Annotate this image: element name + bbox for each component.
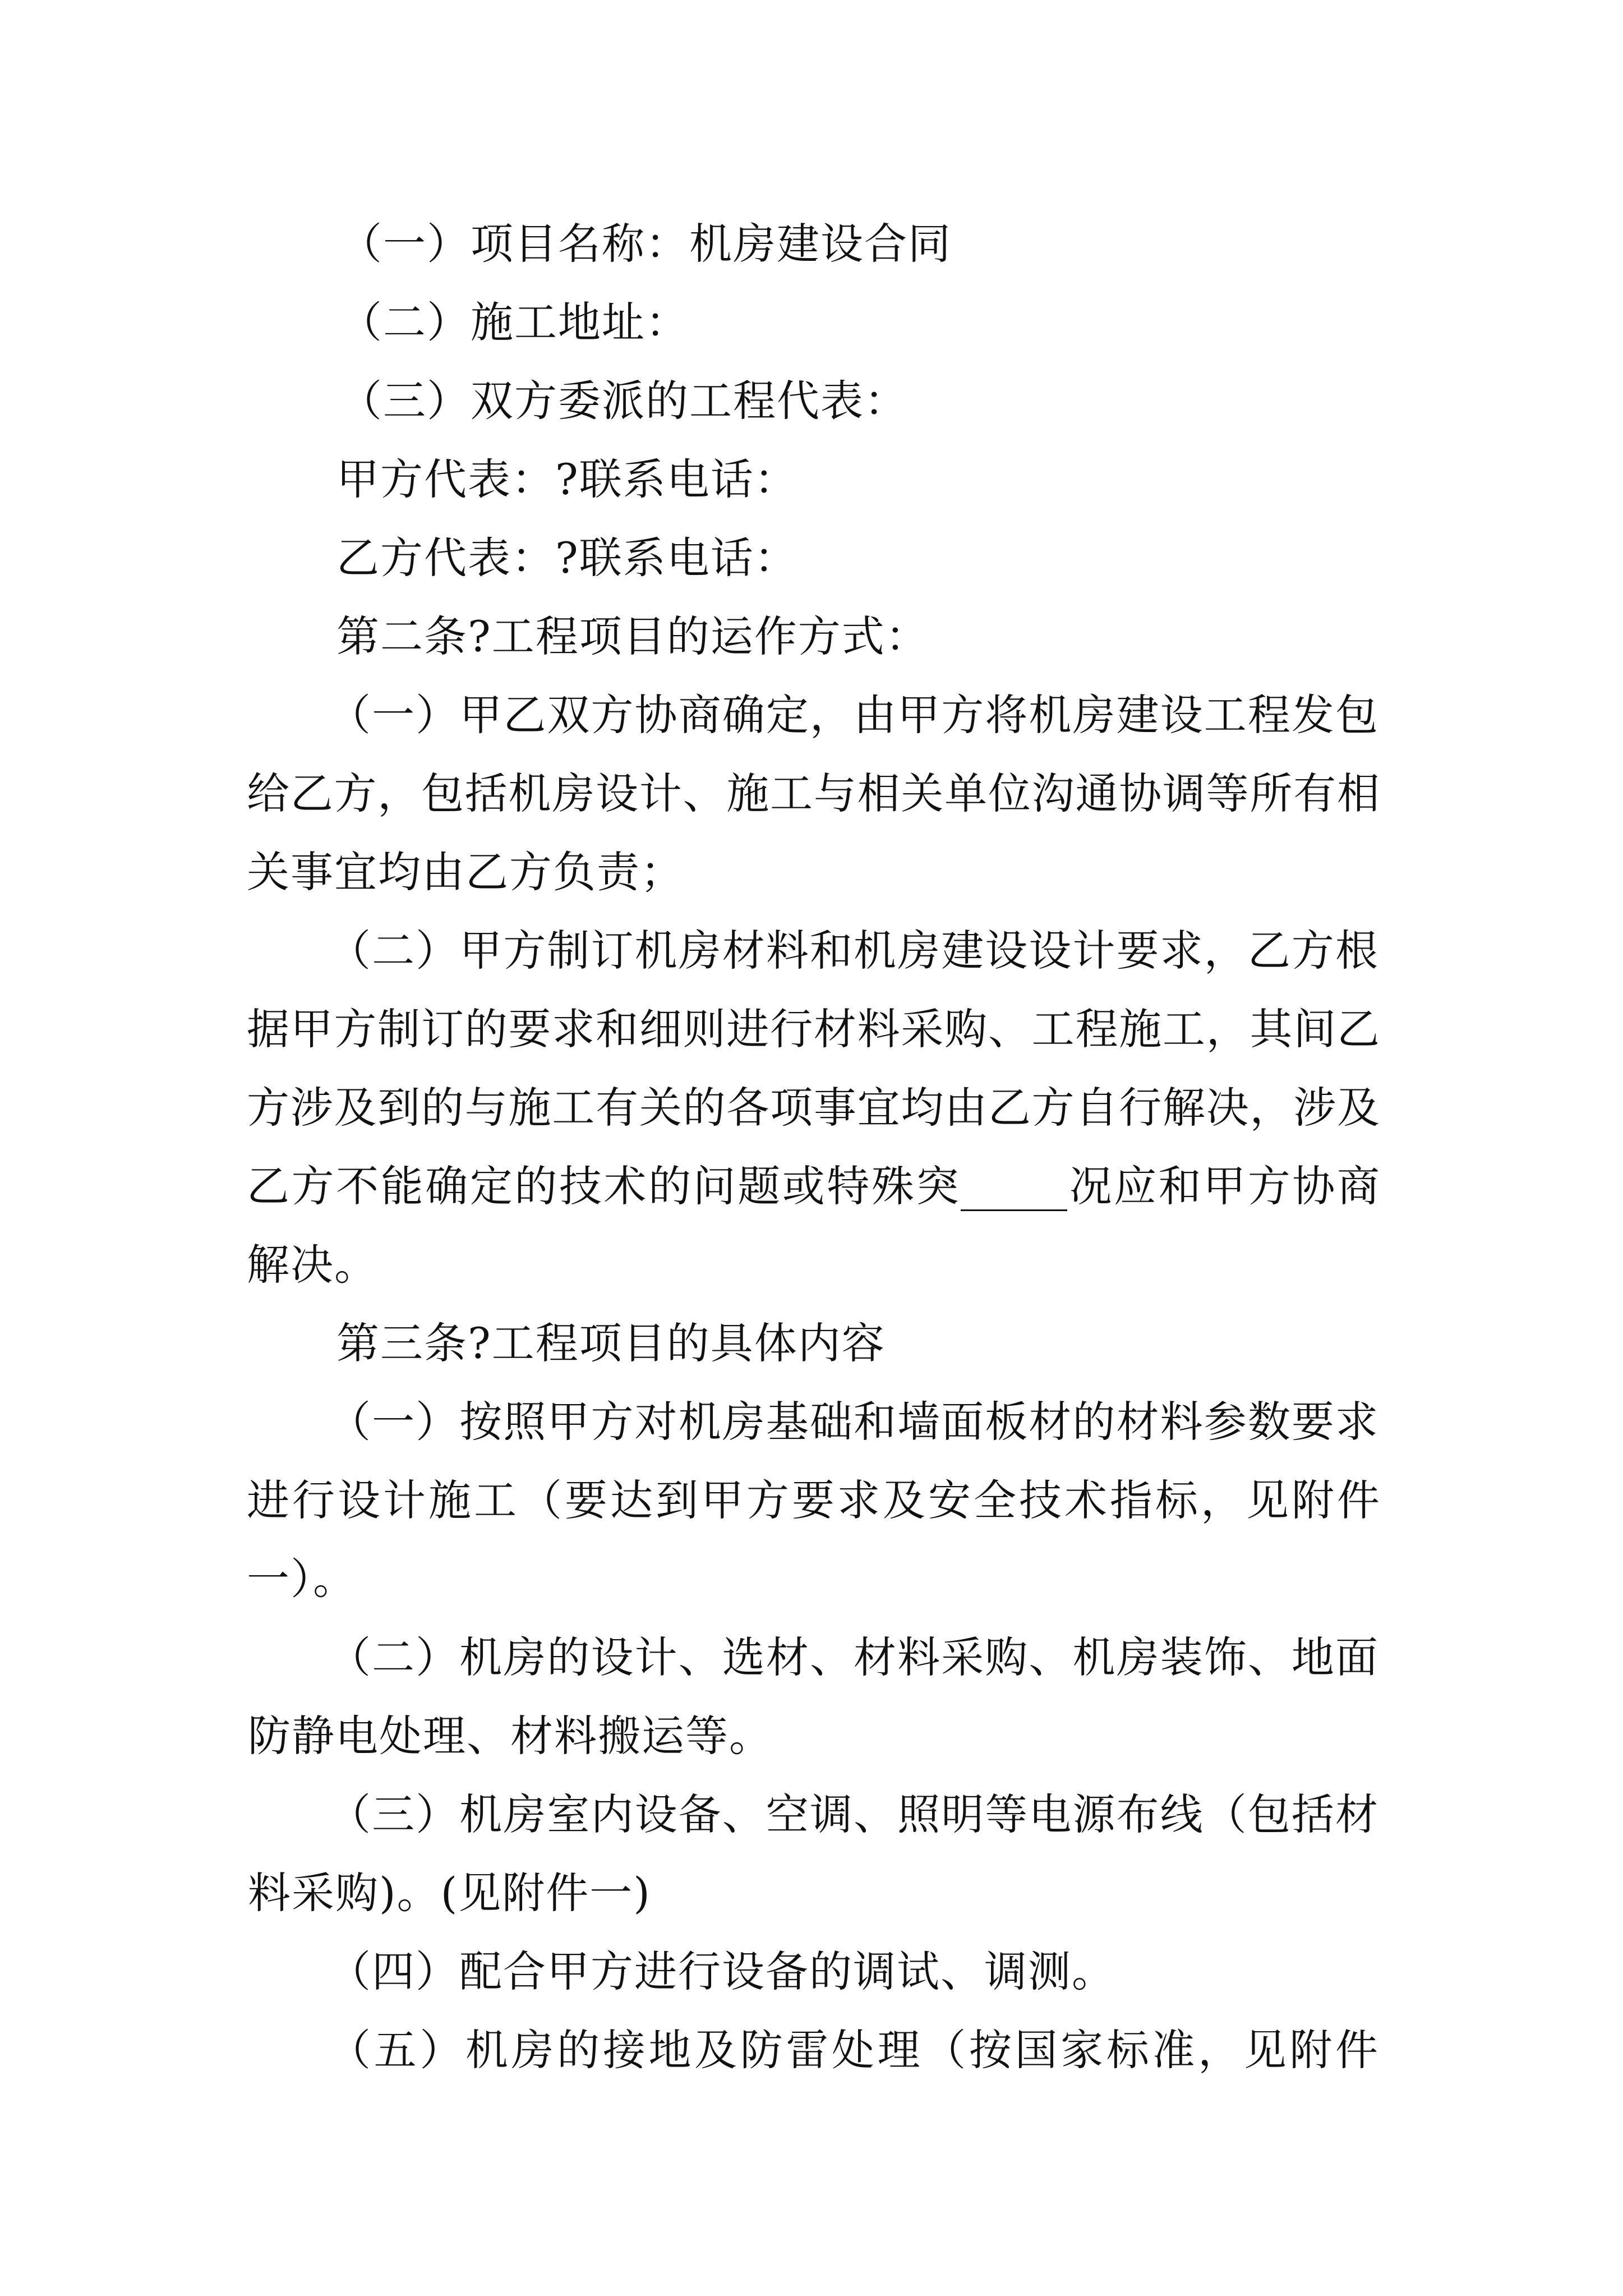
paragraph-line: （五）机房的接地及防雷处理（按国家标准，见附件 <box>328 2025 1378 2075</box>
paragraph-line: （一）甲乙双方协商确定，由甲方将机房建设工程发包 <box>328 690 1378 740</box>
paragraph-line: 料采购)。(见附件一) <box>248 1868 651 1918</box>
paragraph-line: 一）。 <box>247 1554 357 1604</box>
paragraph-line: 解决。 <box>247 1240 378 1290</box>
paragraph-line: （二）甲方制订机房材料和机房建设设计要求，乙方根 <box>328 926 1378 976</box>
paragraph-line: 乙方不能确定的技术的问题或特殊突_____况应和甲方协商 <box>247 1161 1380 1211</box>
party-a-representative: 甲方代表：?联系电话： <box>336 454 798 504</box>
paragraph-line: （四）配合甲方进行设备的调试、调测。 <box>328 1947 1115 1996</box>
item-representatives: （三）双方委派的工程代表： <box>339 376 908 426</box>
paragraph-line: 关事宜均由乙方负责； <box>247 847 684 897</box>
paragraph-line: 据甲方制订的要求和细则进行材料采购、工程施工，其间乙 <box>247 1004 1380 1054</box>
item-project-name: （一）项目名称：机房建设合同 <box>339 219 952 269</box>
party-b-representative: 乙方代表：?联系电话： <box>336 533 798 583</box>
paragraph-line: 进行设计施工（要达到甲方要求及安全技术指标，见附件 <box>247 1475 1380 1525</box>
paragraph-line: 方涉及到的与施工有关的各项事宜均由乙方自行解决，涉及 <box>247 1083 1380 1133</box>
paragraph-line: （一）按照甲方对机房基础和墙面板材的材料参数要求 <box>328 1397 1378 1447</box>
article-3-heading: 第三条?工程项目的具体内容 <box>336 1318 886 1368</box>
paragraph-line: 给乙方，包括机房设计、施工与相关单位沟通协调等所有相 <box>247 769 1380 818</box>
paragraph-line: （二）机房的设计、选材、材料采购、机房装饰、地面 <box>328 1632 1378 1682</box>
paragraph-line: （三）机房室内设备、空调、照明等电源布线（包括材 <box>328 1789 1378 1839</box>
item-construction-address: （二）施工地址： <box>339 297 689 347</box>
paragraph-line: 防静电处理、材料搬运等。 <box>248 1711 773 1761</box>
article-2-heading: 第二条?工程项目的运作方式： <box>336 611 929 661</box>
